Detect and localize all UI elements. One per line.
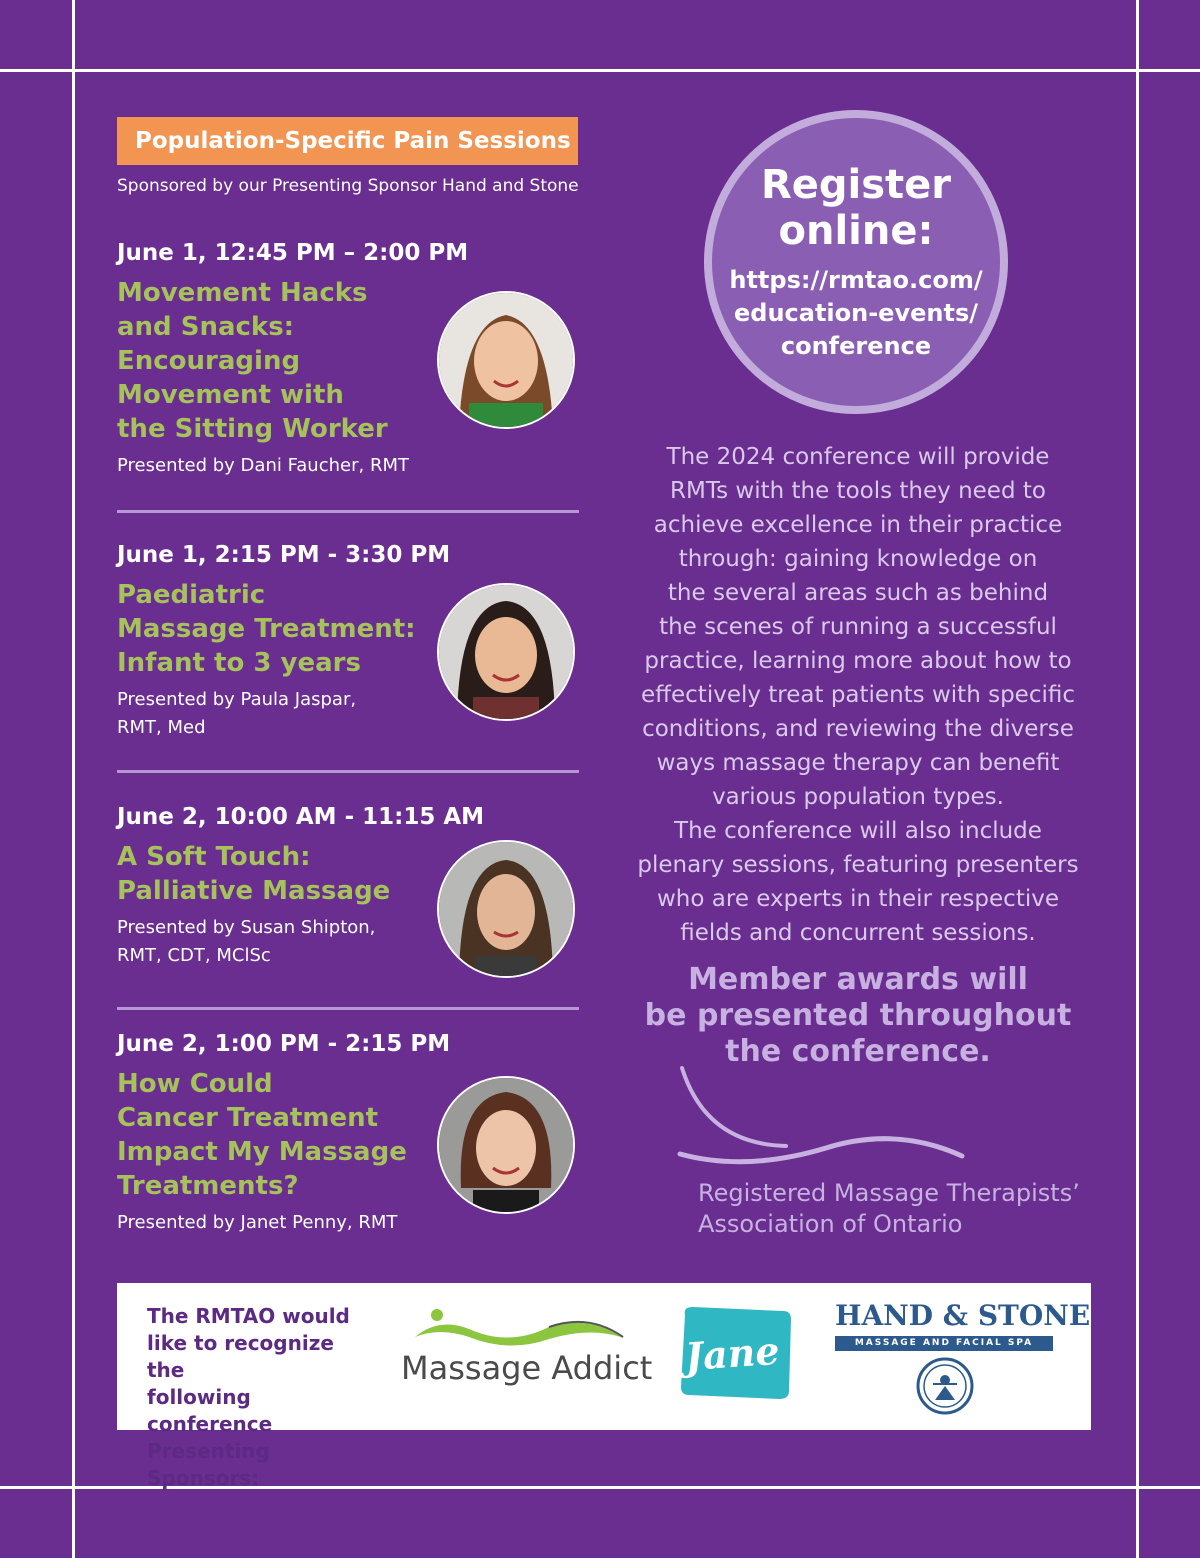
presenter-photo-dani-faucher — [437, 291, 575, 429]
organization-name: Registered Massage Therapists’ Association of Ontario — [698, 1179, 1080, 1238]
description-paragraph-1: The 2024 conference will provide RMTs with the tools they need to achieve excellence in their practice through: gaining knowledge on the several areas such as behind the scenes of running a successful practice, learning more about how to effectively treat patients with specific conditions, and reviewing the diverse ways massage therapy can benefit various population types. — [641, 444, 1075, 810]
sponsor-recognition-text: The RMTAO would like to recognize the following conference Presenting Sponsors: — [147, 1304, 350, 1490]
register-url[interactable]: https://rmtao.com/ education-events/ conference — [729, 266, 983, 360]
massage-addict-logo: Massage Addict — [401, 1349, 653, 1387]
frame-top-line — [0, 69, 1200, 72]
conference-description — [628, 440, 1088, 950]
session-time: June 1, 12:45 PM – 2:00 PM — [117, 240, 469, 266]
frame-left-line — [72, 0, 75, 1558]
section-banner: Population-Specific Pain Sessions — [117, 117, 578, 165]
session-presenter: Presented by Dani Faucher, RMT — [117, 455, 409, 476]
sponsor-box — [117, 1283, 1091, 1490]
session-divider — [117, 770, 579, 773]
session-time: June 2, 10:00 AM - 11:15 AM — [117, 804, 485, 830]
massage-addict-swoosh-icon — [399, 1307, 639, 1352]
session-title: How Could Cancer Treatment Impact My Massage Treatments? — [117, 1069, 407, 1201]
session-presenter: Presented by Janet Penny, RMT — [117, 1212, 398, 1233]
jane-logo: Jane — [683, 1327, 781, 1380]
frame-right-line — [1136, 0, 1139, 1558]
register-heading: Register online: — [760, 162, 952, 254]
presenter-photo-janet-penny — [437, 1076, 575, 1214]
hand-and-stone-subtitle: MASSAGE AND FACIAL SPA — [835, 1336, 1053, 1351]
session-divider — [117, 510, 579, 513]
session-divider — [117, 1007, 579, 1010]
description-paragraph-2: The conference will also include plenary sessions, featuring presenters who are experts in their respective fields and concurrent sessions. — [637, 818, 1079, 946]
session-title: Movement Hacks and Snacks: Encouraging Movement with the Sitting Worker — [117, 278, 388, 444]
session-title: Paediatric Massage Treatment: Infant to 3 years — [117, 580, 416, 678]
register-online-badge — [704, 110, 1008, 414]
sponsor-line: Sponsored by our Presenting Sponsor Hand and Stone — [117, 176, 579, 196]
session-time: June 2, 1:00 PM - 2:15 PM — [117, 1031, 451, 1057]
presenter-photo-susan-shipton — [437, 840, 575, 978]
awards-statement: Member awards will be presented throughout the conference. — [644, 962, 1072, 1069]
hand-and-stone-logo: HAND & STONE — [835, 1299, 1091, 1332]
session-presenter: Presented by Paula Jaspar, RMT, Med — [117, 689, 357, 738]
hand-and-stone-seal-icon — [915, 1356, 975, 1416]
session-time: June 1, 2:15 PM - 3:30 PM — [117, 542, 451, 568]
session-title: A Soft Touch: Palliative Massage — [117, 842, 391, 906]
presenter-photo-paula-jaspar — [437, 583, 575, 721]
rmtao-swoosh-logo — [676, 1064, 976, 1174]
session-presenter: Presented by Susan Shipton, RMT, CDT, MClSc — [117, 917, 376, 966]
